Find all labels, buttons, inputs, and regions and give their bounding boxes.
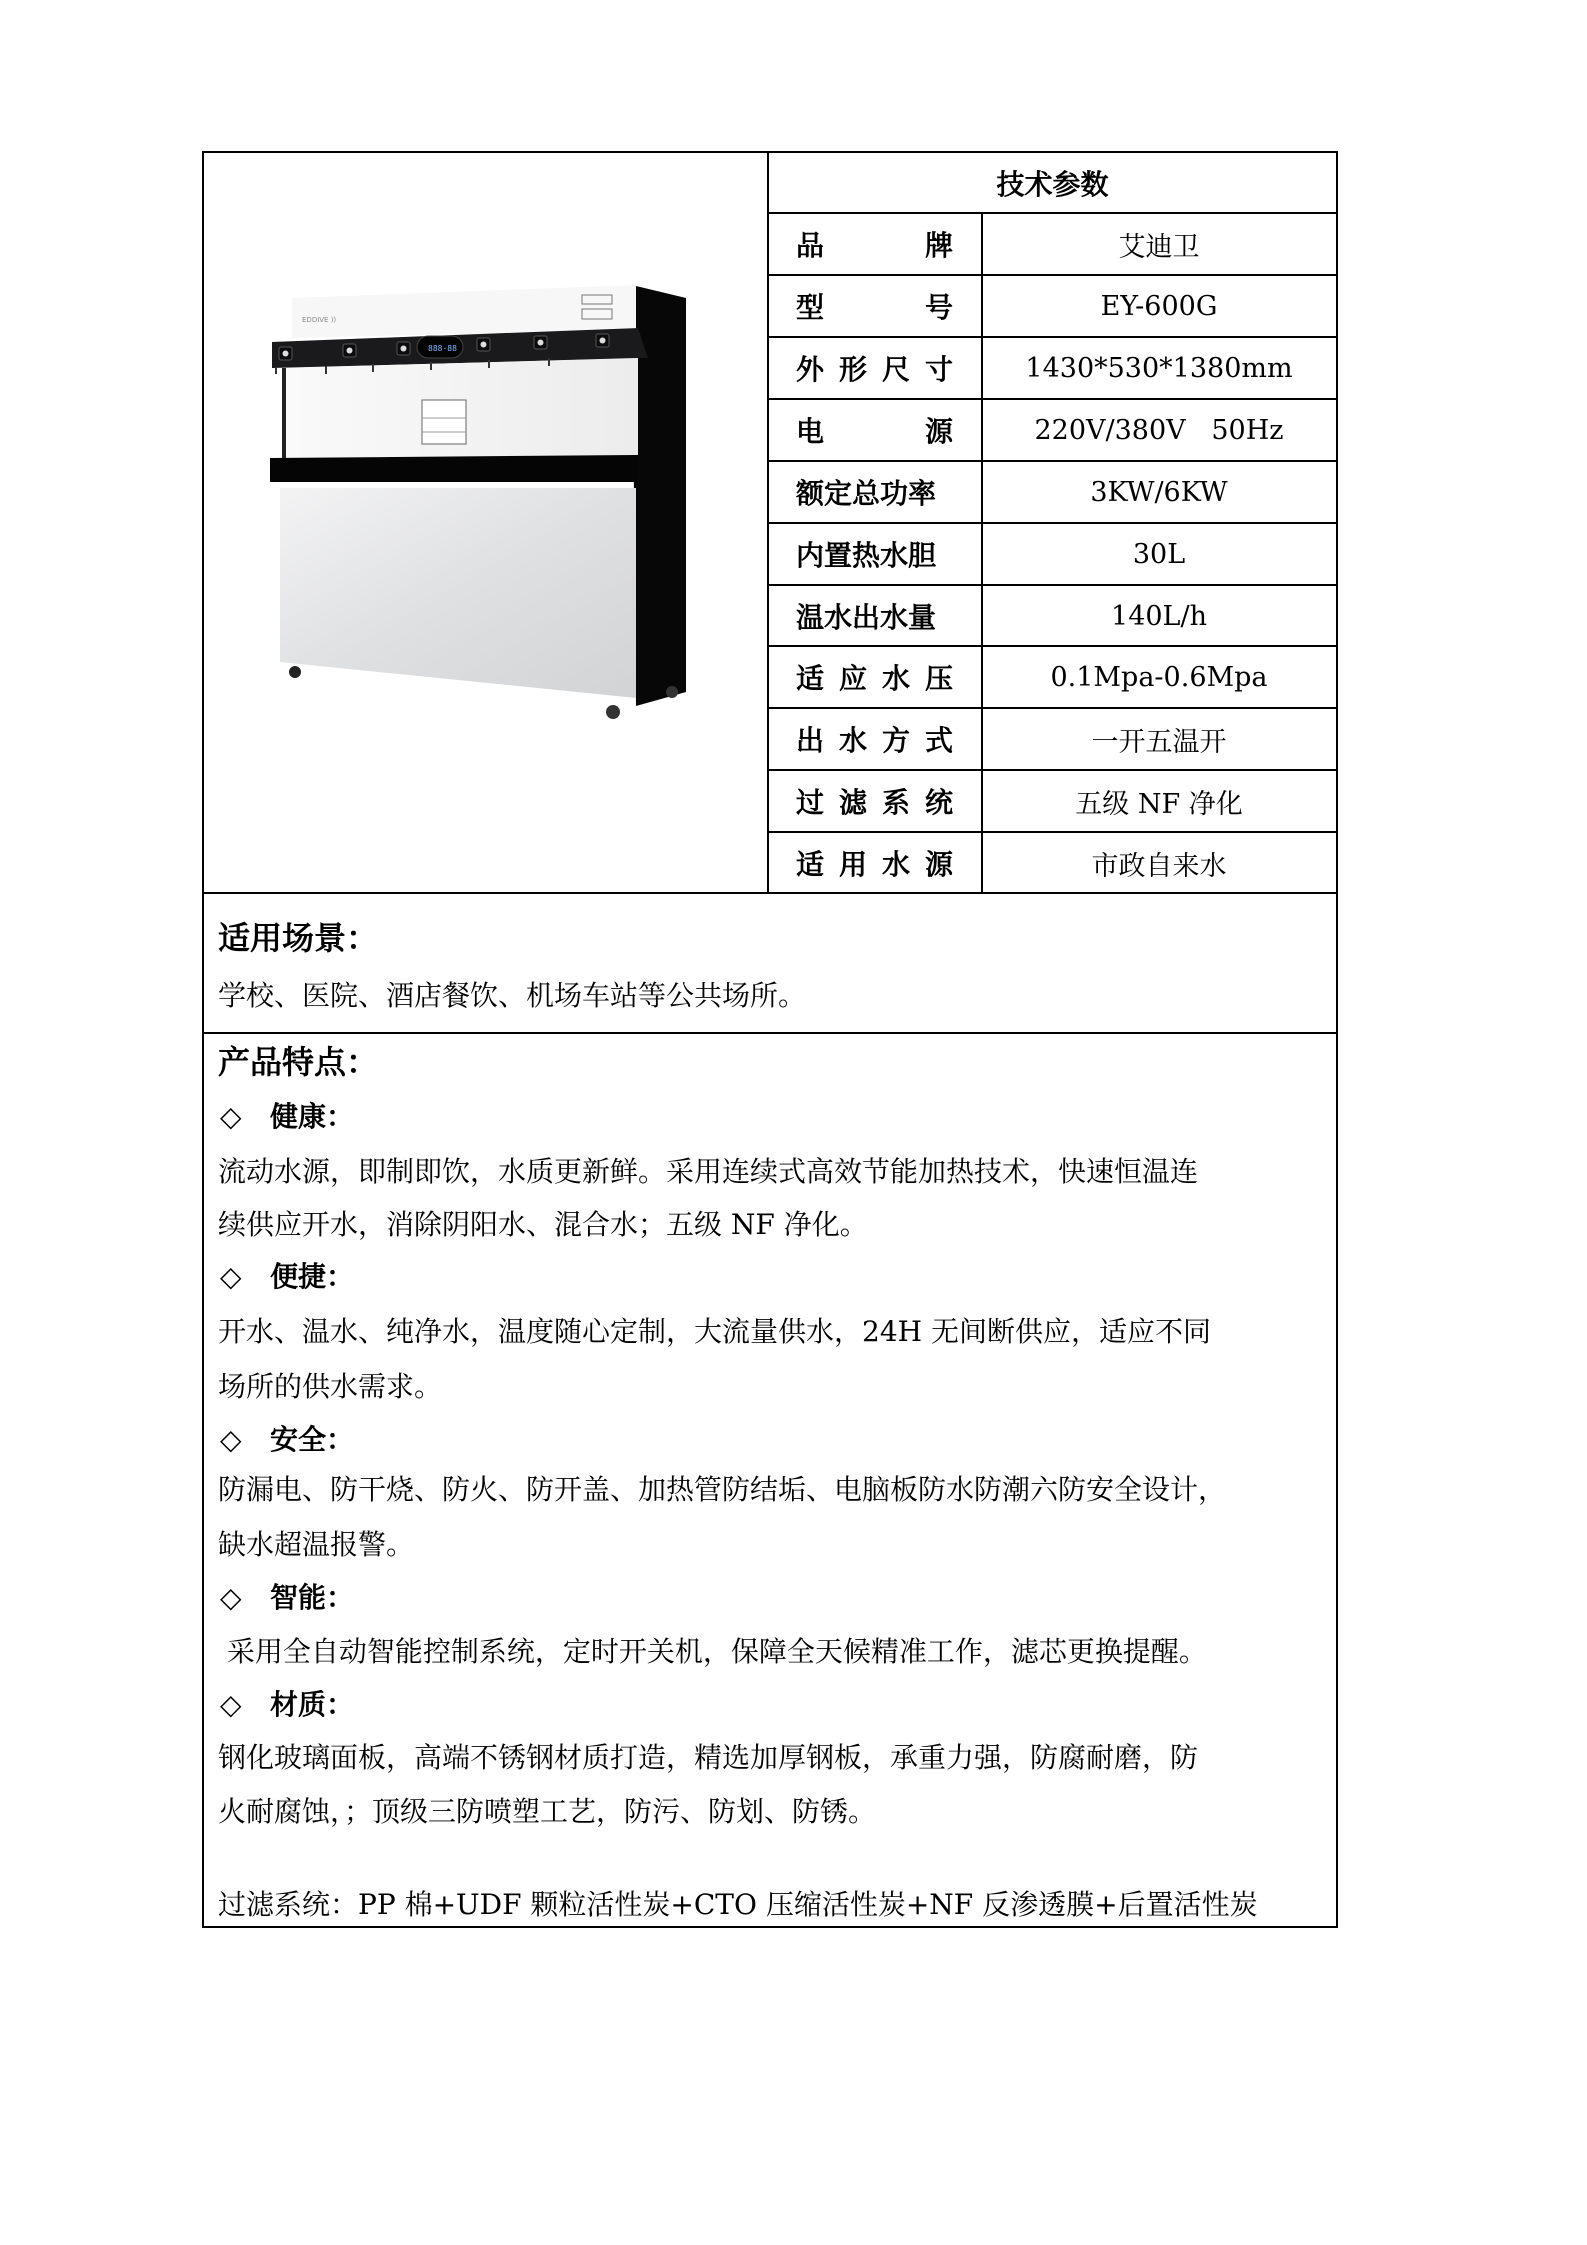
label-char: 用	[838, 848, 867, 881]
spec-value: EY-600G	[1100, 290, 1218, 322]
feature-heading-convenience	[220, 1257, 354, 1297]
diamond-bullet-icon: ◇	[220, 1688, 242, 1721]
spec-label	[768, 337, 981, 399]
label-char: 出	[796, 724, 825, 757]
label-char: 过	[796, 786, 825, 819]
label-char: 应	[838, 662, 867, 695]
spec-label	[768, 708, 981, 770]
spec-label	[768, 646, 981, 708]
table-border-bottom	[202, 1926, 1338, 1928]
label-char: 号	[924, 291, 953, 324]
spec-value: 3KW/6KW	[1090, 476, 1228, 508]
spec-value: 30L	[1132, 538, 1186, 570]
diamond-bullet-icon: ◇	[220, 1100, 242, 1133]
feature-text: 开水、温水、纯净水，温度随心定制，大流量供水，24H 无间断供应，适应不同	[218, 1315, 1211, 1348]
feature-text: 防漏电、防干烧、防火、防开盖、加热管防结垢、电脑板防水防潮六防安全设计，	[218, 1473, 1227, 1506]
scenario-section-bottom	[202, 1032, 1338, 1034]
spec-label	[768, 832, 981, 894]
label-char: 温水出水量	[796, 601, 937, 634]
spec-row-pressure	[768, 646, 1337, 708]
spec-label	[768, 399, 981, 461]
table-border-left	[202, 151, 204, 1928]
feature-heading-text: 健康：	[270, 1100, 355, 1133]
label-char: 源	[924, 415, 953, 448]
feature-text: 续供应开水，消除阴阳水、混合水；五级 NF 净化。	[218, 1208, 868, 1241]
label-char: 内置热水胆	[796, 539, 937, 572]
spec-value: 一开五温开	[1091, 726, 1227, 758]
spec-row-tank	[768, 523, 1337, 585]
feature-heading-material	[220, 1685, 354, 1725]
label-char: 型	[796, 291, 825, 324]
feature-heading-safety	[220, 1420, 354, 1460]
label-char: 统	[924, 786, 953, 819]
diamond-bullet-icon: ◇	[220, 1260, 242, 1293]
label-char: 系	[881, 786, 910, 819]
spec-label	[768, 461, 981, 523]
spec-row-model	[768, 275, 1337, 337]
label-char: 外	[796, 353, 825, 386]
diamond-bullet-icon: ◇	[220, 1581, 242, 1614]
label-char: 水	[881, 848, 910, 881]
scenarios-text: 学校、医院、酒店餐饮、机场车站等公共场所。	[218, 979, 807, 1012]
spec-row-water-source	[768, 832, 1337, 894]
label-char: 形	[838, 353, 867, 386]
filter-system-text: 过滤系统：PP 棉+UDF 颗粒活性炭+CTO 压缩活性炭+NF 反渗透膜+后置活性炭	[218, 1888, 1258, 1921]
feature-text: 场所的供水需求。	[218, 1370, 443, 1403]
spec-row-dimensions	[768, 337, 1337, 399]
spec-row-filter	[768, 770, 1337, 832]
product-image	[270, 280, 700, 730]
features-title: 产品特点：	[218, 1043, 379, 1081]
label-char: 品	[796, 229, 825, 262]
label-char: 滤	[838, 786, 867, 819]
feature-heading-text: 材质：	[270, 1688, 355, 1721]
feature-heading-health	[220, 1097, 354, 1137]
feature-text: 采用全自动智能控制系统，定时开关机，保障全天候精准工作，滤芯更换提醒。	[218, 1635, 1207, 1668]
label-char: 源	[924, 848, 953, 881]
svg-text:888·88: 888·88	[428, 344, 457, 353]
spec-value: 艾迪卫	[1118, 231, 1200, 263]
spec-label	[768, 213, 981, 275]
label-char: 适	[796, 662, 825, 695]
spec-row-rated-power	[768, 461, 1337, 523]
scenarios-title: 适用场景：	[218, 919, 379, 957]
feature-heading-text: 智能：	[270, 1581, 355, 1614]
label-char: 适	[796, 848, 825, 881]
spec-value: 140L/h	[1111, 600, 1207, 632]
feature-text: 流动水源，即制即饮，水质更新鲜。采用连续式高效节能加热技术，快速恒温连	[218, 1155, 1199, 1188]
spec-value: 220V/380V 50Hz	[1034, 414, 1284, 446]
spec-row-power-supply	[768, 399, 1337, 461]
label-char: 水	[881, 662, 910, 695]
label-char: 水	[838, 724, 867, 757]
label-char: 额定总功率	[796, 477, 937, 510]
feature-heading-text: 便捷：	[270, 1260, 355, 1293]
spec-label	[768, 275, 981, 337]
feature-heading-smart	[220, 1578, 354, 1618]
label-char: 方	[881, 724, 910, 757]
label-char: 电	[796, 415, 825, 448]
spec-value: 市政自来水	[1091, 850, 1227, 882]
feature-text: 火耐腐蚀，；顶级三防喷塑工艺，防污、防划、防锈。	[218, 1795, 877, 1828]
spec-label	[768, 585, 981, 647]
spec-label	[768, 770, 981, 832]
spec-row-brand	[768, 213, 1337, 275]
diamond-bullet-icon: ◇	[220, 1423, 242, 1456]
spec-table-title: 技术参数	[996, 167, 1109, 201]
label-char: 寸	[924, 353, 953, 386]
spec-row-outlet-mode	[768, 708, 1337, 770]
feature-text: 缺水超温报警。	[218, 1528, 415, 1561]
label-char: 尺	[881, 353, 910, 386]
spec-label	[768, 523, 981, 585]
label-char: 牌	[924, 229, 953, 262]
spec-value: 1430*530*1380mm	[1025, 352, 1293, 384]
label-char: 式	[924, 724, 953, 757]
water-dispenser-icon	[270, 280, 700, 730]
spec-value: 0.1Mpa-0.6Mpa	[1050, 661, 1268, 693]
svg-text:EDDIVE )): EDDIVE ))	[302, 316, 337, 324]
label-char: 压	[924, 662, 953, 695]
feature-heading-text: 安全：	[270, 1423, 355, 1456]
spec-row-warm-output	[768, 585, 1337, 647]
spec-value: 五级 NF 净化	[1075, 788, 1243, 820]
feature-text: 钢化玻璃面板，高端不锈钢材质打造，精选加厚钢板，承重力强，防腐耐磨，防	[218, 1741, 1199, 1774]
